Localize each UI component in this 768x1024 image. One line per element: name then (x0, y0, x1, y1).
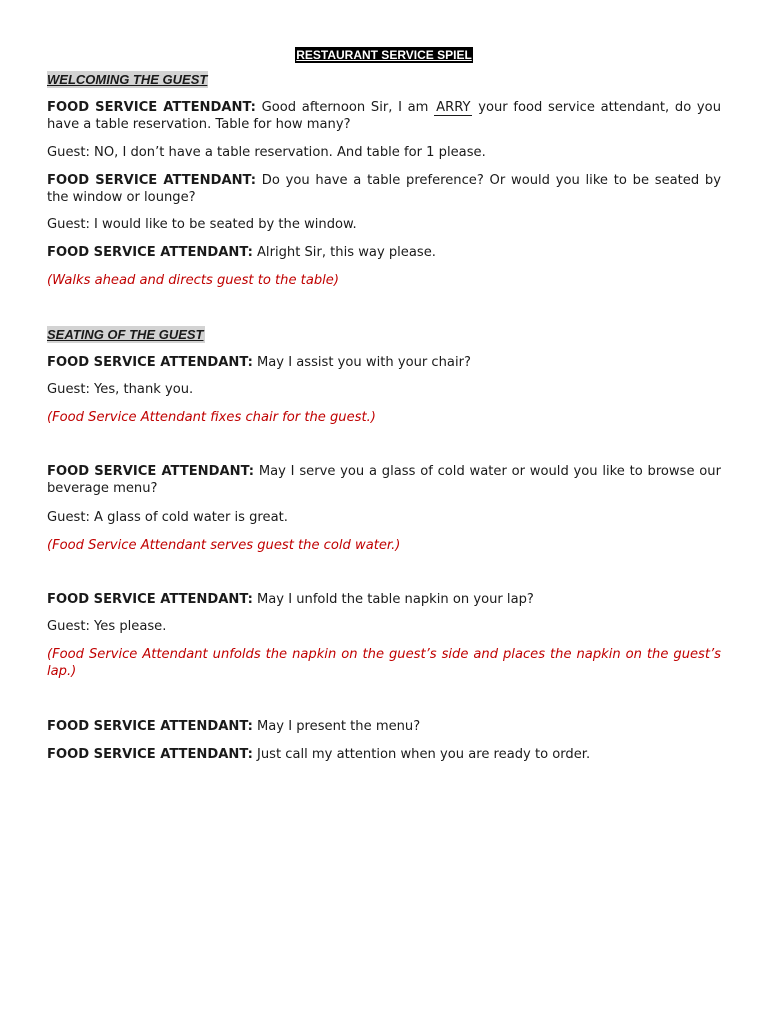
dialogue-line (47, 618, 721, 635)
stage-direction: (Food Service Attendant fixes chair for the guest.) (47, 410, 376, 425)
dialogue-line (47, 381, 721, 398)
document-title-text: RESTAURANT SERVICE SPIEL (296, 48, 472, 62)
dialogue-line (47, 172, 721, 206)
guest-line-text: Guest: NO, I don’t have a table reservation. And table for 1 please. (47, 145, 486, 160)
guest-line-text: Guest: A glass of cold water is great. (47, 510, 288, 525)
guest-line-text: Guest: Yes please. (47, 619, 167, 634)
dialogue-text: Do you have a table preference? Or would you like to be seated by the window or lounge? (47, 173, 721, 205)
section-heading-seating: SEATING OF THE GUEST (47, 327, 204, 342)
dialogue-text: May I assist you with your chair? (252, 355, 471, 370)
dialogue-line (47, 509, 721, 526)
dialogue-line (47, 591, 721, 608)
dialogue-line (47, 718, 721, 735)
dialogue-text: May I unfold the table napkin on your lap? (252, 592, 534, 607)
dialogue-text: Alright Sir, this way please. (252, 245, 436, 260)
speaker-label: FOOD SERVICE ATTENDANT: (47, 592, 253, 607)
dialogue-text: your food service attendant, do you have a table reservation. Table for how many? (47, 100, 721, 132)
guest-line-text: Guest: Yes, thank you. (47, 382, 194, 397)
dialogue-line (47, 463, 721, 497)
speaker-label: FOOD SERVICE ATTENDANT: (47, 245, 253, 260)
dialogue-text: May I serve you a glass of cold water or would you like to browse our beverage menu? (47, 464, 721, 496)
dialogue-line (47, 216, 721, 233)
stage-direction: (Food Service Attendant serves guest the cold water.) (47, 538, 401, 553)
dialogue-line (47, 354, 721, 371)
speaker-label: FOOD SERVICE ATTENDANT: (47, 173, 256, 188)
dialogue-line (47, 99, 721, 133)
dialogue-text: Good afternoon Sir, I am (255, 100, 435, 115)
dialogue-text: Just call my attention when you are ready to order. (252, 747, 591, 762)
speaker-label: FOOD SERVICE ATTENDANT: (47, 100, 256, 115)
speaker-label: FOOD SERVICE ATTENDANT: (47, 464, 255, 479)
name-blank: ARRY (436, 100, 471, 115)
speaker-label: FOOD SERVICE ATTENDANT: (47, 747, 253, 762)
dialogue-line (47, 746, 721, 763)
section-heading-welcoming: WELCOMING THE GUEST (47, 72, 208, 87)
speaker-label: FOOD SERVICE ATTENDANT: (47, 719, 253, 734)
dialogue-line (47, 244, 721, 261)
document-title (0, 44, 768, 63)
dialogue-line (47, 144, 721, 161)
speaker-label: FOOD SERVICE ATTENDANT: (47, 355, 253, 370)
stage-direction: (Walks ahead and directs guest to the table) (47, 273, 339, 288)
stage-direction: (Food Service Attendant unfolds the napkin on the guest’s side and places the napkin on the guest’s lap.) (47, 647, 721, 679)
guest-line-text: Guest: I would like to be seated by the window. (47, 217, 357, 232)
dialogue-text: May I present the menu? (252, 719, 421, 734)
